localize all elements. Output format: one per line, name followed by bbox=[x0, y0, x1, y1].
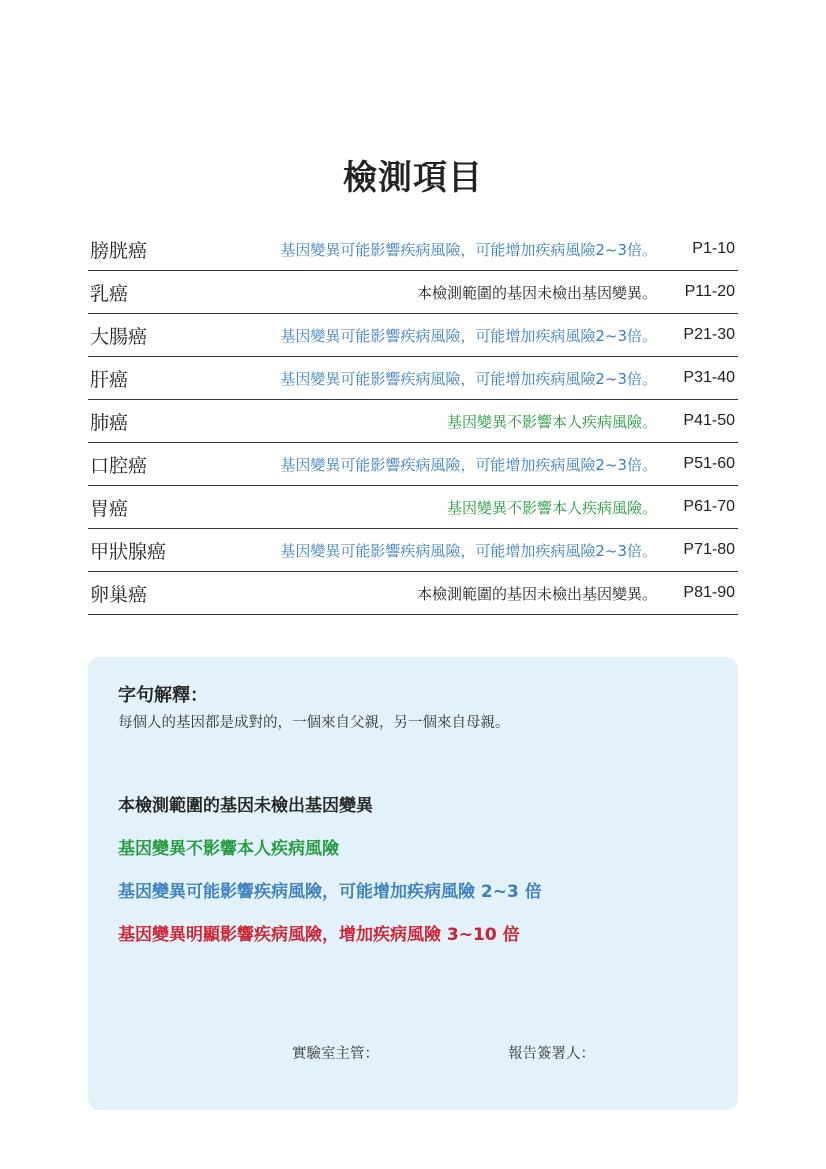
page-range: P21-30 bbox=[683, 326, 735, 343]
table-row bbox=[88, 572, 738, 615]
cancer-name: 甲狀腺癌 bbox=[90, 540, 167, 563]
cancer-name: 肺癌 bbox=[90, 411, 129, 434]
legend-significant-impact: 基因變異明顯影響疾病風險，增加疾病風險 3~10 倍 bbox=[118, 925, 520, 945]
cancer-name: 胃癌 bbox=[90, 497, 129, 520]
cancer-name: 口腔癌 bbox=[90, 454, 148, 477]
table-row bbox=[88, 443, 738, 486]
legend-no-variant: 本檢測範圍的基因未檢出基因變異 bbox=[118, 796, 373, 816]
legend-no-impact: 基因變異不影響本人疾病風險 bbox=[118, 839, 339, 859]
explanation-description: 每個人的基因都是成對的，一個來自父親，另一個來自母親。 bbox=[118, 715, 510, 731]
cancer-name: 大腸癌 bbox=[90, 325, 148, 348]
page-range: P31-40 bbox=[683, 369, 735, 386]
explanation-box bbox=[88, 657, 738, 1110]
report-signer-label: 報告簽署人： bbox=[508, 1046, 595, 1062]
result-text: 基因變異不影響本人疾病風險。 bbox=[446, 498, 657, 517]
legend-possible-impact: 基因變異可能影響疾病風險，可能增加疾病風險 2~3 倍 bbox=[118, 882, 542, 902]
cancer-name: 膀胱癌 bbox=[90, 239, 148, 262]
table-row bbox=[88, 314, 738, 357]
table-row bbox=[88, 486, 738, 529]
page-range: P61-70 bbox=[683, 498, 735, 515]
result-text: 基因變異可能影響疾病風險，可能增加疾病風險2~3倍。 bbox=[280, 541, 657, 560]
table-row bbox=[88, 357, 738, 400]
page-range: P71-80 bbox=[683, 541, 735, 558]
table-row bbox=[88, 400, 738, 443]
table-row bbox=[88, 271, 738, 314]
cancer-name: 卵巢癌 bbox=[90, 583, 148, 606]
cancer-name: 肝癌 bbox=[90, 368, 129, 391]
table-row bbox=[88, 529, 738, 572]
page-range: P41-50 bbox=[683, 412, 735, 429]
test-items-table bbox=[88, 228, 738, 615]
page-title: 檢測項目 bbox=[343, 158, 483, 198]
result-text: 基因變異可能影響疾病風險，可能增加疾病風險2~3倍。 bbox=[280, 455, 657, 474]
result-text: 本檢測範圍的基因未檢出基因變異。 bbox=[416, 283, 657, 302]
result-text: 基因變異可能影響疾病風險，可能增加疾病風險2~3倍。 bbox=[280, 326, 657, 345]
page-range: P11-20 bbox=[684, 283, 735, 300]
result-text: 基因變異不影響本人疾病風險。 bbox=[446, 412, 657, 431]
result-text: 基因變異可能影響疾病風險，可能增加疾病風險2~3倍。 bbox=[280, 240, 657, 259]
page-range: P81-90 bbox=[683, 584, 735, 601]
lab-supervisor-label: 實驗室主管： bbox=[292, 1046, 379, 1062]
page-range: P51-60 bbox=[683, 455, 735, 472]
result-text: 基因變異可能影響疾病風險，可能增加疾病風險2~3倍。 bbox=[280, 369, 657, 388]
explanation-heading: 字句解釋： bbox=[118, 685, 208, 706]
table-row bbox=[88, 228, 738, 271]
cancer-name: 乳癌 bbox=[90, 282, 129, 305]
page-range: P1-10 bbox=[692, 240, 735, 257]
result-text: 本檢測範圍的基因未檢出基因變異。 bbox=[416, 584, 657, 603]
